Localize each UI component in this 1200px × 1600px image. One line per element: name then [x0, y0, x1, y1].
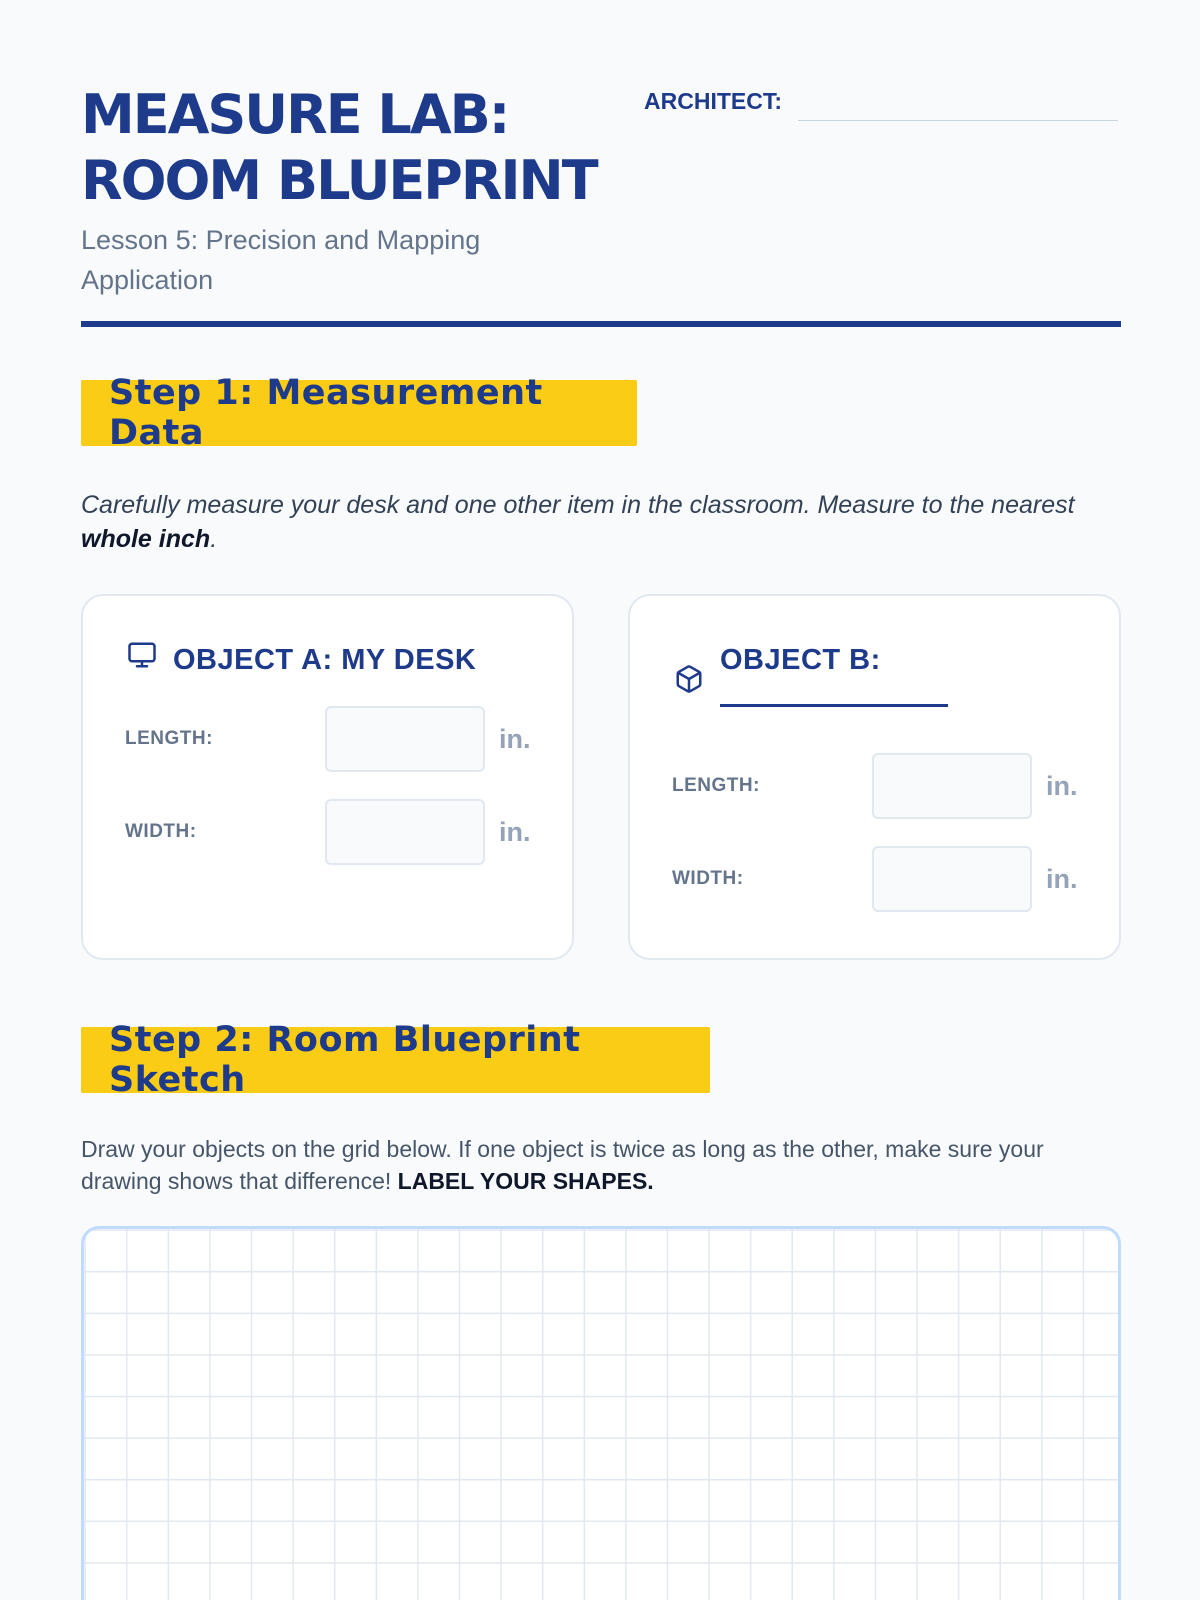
step1-banner: Step 1: Measurement Data: [81, 380, 637, 446]
title-line-1: MEASURE LAB:: [81, 83, 509, 146]
object-b-length-label: LENGTH:: [672, 775, 760, 796]
title-line-2: ROOM BLUEPRINT: [81, 149, 597, 212]
object-a-width-label: WIDTH:: [125, 821, 197, 842]
step1-instruction-text: Carefully measure your desk and one other item in the classroom. Measure to the nearest: [81, 491, 1075, 519]
object-a-length-row: [125, 706, 531, 772]
object-a-title: OBJECT A: MY DESK: [173, 644, 477, 676]
object-a-length-input[interactable]: [325, 706, 485, 772]
object-a-width-input[interactable]: [325, 799, 485, 865]
architect-name-line[interactable]: [798, 120, 1118, 121]
object-b-width-input[interactable]: [872, 846, 1032, 912]
step1-instructions: [81, 488, 1121, 556]
object-b-width-label: WIDTH:: [672, 868, 744, 889]
header-divider: [81, 321, 1121, 327]
object-b-length-row: [672, 753, 1078, 819]
object-a-header: [125, 638, 476, 682]
step1-instruction-emphasis: whole inch: [81, 525, 211, 553]
step2-instructions: [81, 1133, 1121, 1197]
object-a-card: [81, 594, 574, 960]
step2-instruction-text: Draw your objects on the grid below. If one object is twice as long as the other, make sure your drawing shows that difference!: [81, 1136, 1044, 1194]
architect-field: [644, 88, 1118, 115]
object-b-width-unit: in.: [1046, 863, 1078, 894]
object-a-width-unit: in.: [499, 816, 531, 847]
object-b-card: [628, 594, 1121, 960]
page-title: [81, 82, 641, 214]
object-a-width-row: [125, 799, 531, 865]
step1-instruction-period: .: [210, 525, 218, 553]
cube-icon: [672, 662, 706, 696]
lesson-subtitle: Lesson 5: Precision and Mapping Application: [81, 225, 481, 295]
monitor-icon: [125, 638, 159, 672]
header: [81, 82, 1121, 300]
object-b-header: [672, 638, 948, 707]
object-b-length-unit: in.: [1046, 770, 1078, 801]
object-b-name-blank[interactable]: [720, 704, 948, 707]
architect-label: ARCHITECT:: [644, 88, 782, 114]
object-a-length-unit: in.: [499, 723, 531, 754]
object-b-title-group: [720, 638, 948, 707]
object-b-width-row: [672, 846, 1078, 912]
step2-instruction-emphasis: LABEL YOUR SHAPES.: [397, 1168, 654, 1194]
object-b-title: OBJECT B:: [720, 644, 881, 676]
object-a-length-label: LENGTH:: [125, 728, 213, 749]
object-b-length-input[interactable]: [872, 753, 1032, 819]
blueprint-sketch-grid[interactable]: [81, 1226, 1121, 1600]
step2-banner: Step 2: Room Blueprint Sketch: [81, 1027, 710, 1093]
